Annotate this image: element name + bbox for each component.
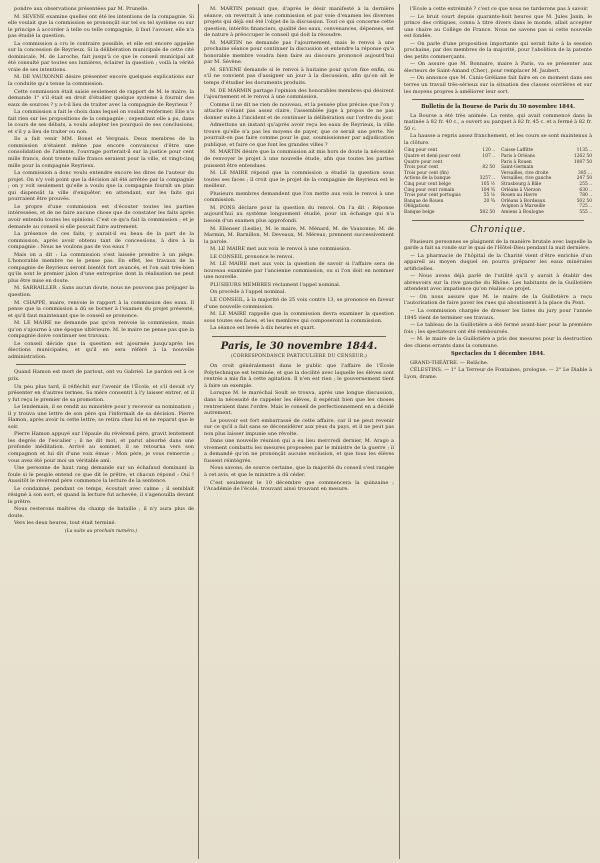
paragraph: M. MARTIN désire que la commission ait mis hors de doute la nécessité de renvoyer le projet à une nouvelle étude, afin que toutes les parties puissent être entendues. [204,149,394,169]
paragraph: La commission a donc voulu entendre encore les dires de l'auteur du projet. On n'y voit point que la décision ait été arrêtée par la compagnie ; on y voit seulement qu'elle a voulu que la compagnie fournît un plan qui dispensât la ville d'enquêter, en attendant, sur les faits qui pourraient être prouvés. [8,170,194,203]
bourse-table [404,148,592,215]
bourse-name: Cinq pour cent belge [404,181,451,187]
chronique-title: Chronique. [470,224,526,235]
paragraph: — M. le maire de la Guillotière a pris des mesures pour la destruction des chiens errants dans la commune. [404,336,592,349]
paragraph: — La pharmacie de l'hôpital de la Charité vient d'être enrichie d'un appareil au moyen duquel on pourra préparer les eaux minérales artificielles. [404,252,592,272]
paragraph: M. MARTIN pensait que, d'après le désir manifesté à la dernière séance, on reverrait à une commission et par voie d'examen les diverses projets qui déjà ont été l'objet de la discussion. Tout ce qui concerne cette question, intérêts financiers, qualité des eaux, convenances, dépenses, est de nature à préoccuper le conseil qui doit la résoudre. [204,6,394,39]
bourse-name: Paris à Rouen [501,159,532,165]
feuilleton-paragraph: Vers les deux heures, tout était terminé. [14,520,117,527]
paragraph: M. SEVENE demande si le renvoi à huitaine pour qu'on fixe enfin, ou s'il ne convient pas d'assigner un jour à la discussion, afin qu'on ait le temps d'étudier les documents produits. [204,66,394,87]
bourse-value: 385 ... [578,170,592,176]
paragraph: On procède à l'appel nominal. [210,289,287,296]
paragraph: Lorsque M. le maréchal Soult se trouva, après une longue discussion, dans la nécessité de rappeler les élèves, il espérait bien que les choses rentreraient dans l'ordre. Mais le conseil de perfectionnement en a décidé autrement. [204,390,394,417]
bourse-row [501,210,592,216]
section-divider [212,336,386,337]
feuilleton-paragraph: Nous resterons maîtres du champ de bataille ; il n'y aura plus de doute. [8,506,194,519]
paragraph: pondre aux observations présentées par M. Prunelle. [14,6,149,12]
paragraph: — La commission chargée de dresser les listes du jury pour l'année 1845 vient de terminer ses travaux. [404,307,592,321]
column-middle [204,6,394,857]
column-divider [198,4,199,859]
paragraph: Cette commission était saisie seulement de rapport de M. le maire, la demande 1° s'il était en droit d'étudier quelque système à fournir des eaux de sources ? y a-t-il lieu de traiter avec la compagnie de Reyrieux ? [8,88,194,108]
bourse-value: 502 50 [576,198,592,204]
bourse-value: 630 .. [579,187,592,193]
bourse-row [404,210,495,216]
section-divider [412,220,584,221]
paragraph: M. DE VAUXONNE désire présenter encore quelques explications sur la conduite qu'a tenue la commission. [8,74,194,88]
bourse-name: Caisse Laffitte [501,148,534,154]
bourse-value: 1135 .. [576,148,592,154]
bourse-value: 255 .. [579,181,592,187]
bourse-name: Banque de Rouen [404,198,444,204]
bourse-bulletin-title: Bulletin de la Bourse de Paris du 30 novembre 1844. [421,104,575,111]
bourse-name: Obligations [404,204,430,210]
bourse-value: 105 ½ [480,181,495,187]
paragraph: M. DE MARMIN partage l'opinion des honorables membres qui désirent l'ajournement et le renvoi à une commission. [204,87,394,101]
dateline-subheading: (CORRESPONDANCE PARTICULIÈRE DU CENSEUR.) [230,353,368,359]
paragraph: M. MARTIN ne demande pas l'ajournement, mais le renvoi à une prochaine séance pour continuer la discussion et entendre la réponse qu'a honorable membre voudra bien faire au discours prononcé aujourd'hui par M. Sévène. [204,39,394,66]
bourse-name: Paris à Orléans [501,153,535,159]
paragraph: LE CONSEIL prononce le renvoi. [210,253,294,260]
bourse-name: Orléans à Bordeaux [501,198,546,204]
bourse-value: 725 .. [579,204,592,210]
bourse-value: 120 .. [482,148,495,154]
paragraph: — Nous avons déjà parlé de l'utilité qu'il y aurait à établir des abreuvoirs sur la rive gauche du Rhône. Les habitants de la Guillotière attendent avec impatience qu'on réalise ce projet. [404,273,592,293]
continuation-note: (La suite au prochain numéro.) [64,529,138,535]
bourse-value: 780 .. [579,193,592,199]
paragraph: — On assure que M. Bonnaire, maire à Paris, va se présenter aux électeurs de Saint-Amand (Cher), pour remplacer M. Jaubert. [404,61,592,74]
paragraph: — Le bruit court depuis quarante-huit heures que M. Jules Janin, le prince des critiques, connu à titre divers dans le monde, allait accepter une chaire au Collège de France. Nous ne savons pas si cette nouvelle est fondée. [404,13,592,40]
bourse-name: Trois pour cent [404,165,439,171]
paragraph: La commission a cru le contraire possible, et elle est encore appelée sur la concession de Reyrieux. Si la délibération municipale de cette cité dominicale, M. de Laroche, fait jusqu'à ce que le conseil municipal ait été consulté par toutes ses lumières, éclairer la question ; voilà la vérité vraie de ses intentions. [8,40,194,73]
feuilleton-paragraph: Quand Hamon est mort de partout, ont vu Gabriel. Le pardon est à ce prix. [8,369,194,382]
bourse-value: 20 ¾ [483,198,495,204]
paragraph: Le pouvoir est fort embarrassé de cette affaire, car il ne peut revenir sur ce qu'il a fait sans se déconsidérer aux yeux du pays, et il ne peut pas non plus laisser impunie une révolte. [204,417,394,437]
paragraph: Admettons un instant qu'après avoir reçu les eaux de Reyrieux, la ville trouve qu'elle n'a pas les moyens de payer, que ce serait une perte. Ne pourrait-on pas faire comme pour le gaz, soumissionner par adjudication publique, et faire ce que font les grandes villes ? [204,122,394,148]
paragraph: M. LE MAIRE ne demande pas qu'on renvoie la commission, mais qu'on s'ajourne à une époque ultérieure. M. le maire ne pense pas que la compagnie doive continuer ses travaux. [8,320,194,340]
bourse-value: 555 .. [579,209,592,215]
paragraph: C'est seulement le 10 décembre que commencera la quinzaine ; l'Académie de l'école, trouvant ainsi trouvant en mesure. [204,479,394,493]
paragraph: LE CONSEIL, à la majorité de 25 voix contre 13, se prononce en faveur d'une nouvelle commission. [204,296,394,310]
spectacle-entry: CÉLESTINS. — 1° La Terreur de Fontaines, prologue. — 2° Le Diable à Lyon, drame. [404,367,592,380]
paragraph: La hausse a repris assez franchement, et les cours se sont maintenus à la clôture. [404,133,592,146]
paragraph: — On parle d'une proposition importante qui serait faite à la session prochaine, par des membres de la majorité, pour l'abolition de la patente des petits commerçants. [404,40,592,60]
paragraph: l'École a cette extrémité ? c'est ce que nous ne tarderons pas à savoir. [410,6,589,12]
bourse-name: Quatre et demi pour cent [404,153,461,159]
bourse-name: Amiens à Boulogne [501,209,544,215]
spectacles-title: Spectacles du 1 décembre 1844. [451,351,545,358]
paragraph: — Le tableau de la Guillotière a été fermé avant-hier pour la première fois ; les spectateurs ont été remboursés. [404,322,592,335]
bourse-value: 3257 .. [479,176,495,182]
feuilleton-paragraph: Pierre Hamon appuyé sur l'épaule du révérend père, gravit lentement les degrés de l'escalier ; il ne dit mot, et parut absorbé dans une profonde méditation. Arrivé au sommet, il se retourna vers son compagnon et lui dit d'une voix émue : Mon père, je vous remercie ; vous avez été pour moi un véritable ami. [8,431,194,464]
section-divider [412,99,584,100]
paragraph: PLUSIEURS MEMBRES réclament l'appel nominal. [210,281,341,288]
paragraph: M. SARRAILLER : Sans aucun doute, nous ne pouvons pas préjuger la question. [8,285,194,298]
bourse-name: Trois pour cent (fin) [404,170,449,176]
feuilleton-paragraph: Une personne de haut rang demande sur un échafaud dominant la foule si le peuple entend ce que dit le prêtre, et chacun répond : Oui ! Aussitôt le révérend père commence la lecture de la sentence. [8,465,194,485]
paragraph: — On nous assure que M. le maire de la Guillotière a reçu l'autorisation de faire paver les rues qui aboutissent à la place du Pont. [404,293,592,307]
bourse-value: 82 50 [482,165,495,171]
paragraph: Ils a fait venir MM. Bonet et Vergnais. Deux membres de la commission n'étaient même pas encore convaincus d'être une consolidation de l'attente, l'ouvrage porterait-il sur la justice pour cent mille francs, dont trente mille francs seraient pour la ville, et vingt-cinq mille pour la compagnie Reyrieux. [8,136,194,169]
paragraph: Le conseil décide que la question est ajournée jusqu'après les élections municipales, et qu'il en sera référé à la nouvelle administration. [8,340,194,360]
bourse-table-right [501,148,592,215]
paragraph: Plusieurs membres demandent que l'on mette aux voix le renvoi à une commission. [204,190,394,204]
paragraph: M. SEVENE examine quelles ont été les intentions de la compagnie. Si elle voulait que la commission se prononçât sur tel ou tel système ou sur le principe à accorder à telle ou telle compagnie, il faut l'avouer, elle n'a pas étudié la question. [8,13,194,40]
paragraph: M. Ellenser (Leslie), M. le maire, M. Ménard, M. de Vauxonne, M. de Marmin, M. Barnillon, M. Deveaux, M. Méreux, prennent successivement la parole. [204,225,394,245]
column-left [8,6,194,857]
bourse-name: Versailles, rive droite [501,170,549,176]
bourse-table-left [404,148,495,215]
paragraph: La séance est levée à dix heures et quart. [210,325,316,332]
paragraph: M. LE MAIRE rappelle que la commission devra examiner la question sous toutes ses faces, et les membres qui composeront la commission. [204,311,394,324]
paragraph: La présence de ces faits, y aurait-il eu beau de la part de la commission, après avoir obtenu tant de concessions, à dire à la compagnie : Nous ne voulons pas de vos eaux ? [8,231,194,251]
bourse-name: Rouen au Havre [501,193,538,199]
paragraph: M. LE MAIRE met aux voix la question de savoir si l'affaire sera de nouveau examinée par l'ancienne commission, ou si l'on doit en nommer une nouvelle. [204,261,394,281]
paragraph: M. LE MAIRE répond que la commission a étudié la question sous toutes ses faces ; il croit que le projet de la compagnie de Reyrieux est le meilleur. [204,170,394,190]
bourse-name: Quatre pour cent [404,159,443,165]
paragraph: Dans une nouvelle réunion qui a eu lieu mercredi dernier, M. Arago a vivement combattu les mesures proposées par le ministre de la guerre ; il a demandé qu'on ne prononçât aucune exclusion, et que tous les élèves fussent réintégrés. [204,438,394,464]
column-right [404,6,592,857]
paragraph: La commission a fait le choix dans lequel on voulait renfermer. Elle n'a fait rien sur les propositions de la compagnie ; cependant elle a pu, dans le cours de ses débats, a voulu adopter les pourquoi de ses conclusions, et s'il y a lieu de traiter ou non. [8,109,194,135]
paragraph: Comme il ne dit ne rien de nouveau, et la pensée plus précise que l'on y attache n'étant pas assez claire, l'assemblée juge à propos de ne pas donner suite à l'incident et de continuer la délibération sur l'ordre du jour. [204,101,394,121]
bourse-name: Saint-Germain [501,165,534,171]
paragraph: M. CHAPPÉ, maire, renvoie le rapport à la commission des eaux. Il pense que la commission a dû se borner à l'examen du projet présenté, et qu'il faut maintenant que le conseil se prononce. [8,299,194,319]
bourse-name: Banque belge [404,209,435,215]
bourse-name: Cinq pour cent romain [404,187,455,193]
column-divider [399,4,400,859]
bourse-value: 247 50 [576,176,592,182]
section-divider [16,364,186,365]
paragraph: Le propre d'une commission est d'écouter toutes les parties intéressées, et de ne faire aucune chose que de constater les faits après avoir entendu toutes les opinions. C'est ce qu'a fait la commission ; et je demande au conseil si elle pouvait faire autrement. [8,203,194,230]
paragraph: Nous savons, de source certaine, que la majorité du conseil s'est rangée à cet avis, et que le ministre a dû céder. [204,465,394,478]
bourse-name: Strasbourg à Bâle [501,181,542,187]
paragraph: On croit généralement dans le public que l'affaire de l'École Polytechnique est terminée, et que la docilité avec laquelle les élèves sont rentrés a mis fin à cette agitation. Il n'en est rien ; le gouvernement tient à faire un exemple. [204,363,394,389]
bourse-value: 1262 50 [573,153,592,159]
paragraph: La Bourse a été très animée. La rente, qui avait commencé dans la matinée à 82 fr. 40 c., a ouvert au parquet à 82 fr. 45 c. et a fermé à 82 fr. 50 c. [404,112,592,132]
bourse-name: Orléans à Vierzon [501,187,541,193]
bourse-name: Actions de la banque [404,176,451,182]
paragraph: M. PONS déclare pour la question du renvoi. On l'a dit : Réponse aujourd'hui au système longuement étudié, pour un échange qui n'a besoin d'un examen plus approfondi. [204,204,394,224]
bourse-name: Avignon à Marseille [501,204,546,210]
dateline-heading: Paris, le 30 novembre 1844. [220,340,378,352]
paragraph: — On annonce que M. Canis-Gréliane fait faire en ce moment dans ses terres un travail très-sérieux sur la situation des classes ouvrières et sur les moyens propres à améliorer leur sort. [404,75,592,95]
spectacle-entry: GRAND-THÉÂTRE. — Relâche. [410,359,489,366]
feuilleton-paragraph: Un peu plus tard, il réfléchit sur l'avenir de l'École, et s'il devait s'y présenter en d'autres termes. Sa mère consentit à l'y laisser entrer, et il y fut reçu le premier de sa promotion. [8,383,194,403]
bourse-name: Trois pour cent portugais [404,193,461,199]
bourse-value: 1087 50 [573,159,592,165]
bourse-value: 104 ¾ [480,187,495,193]
feuilleton-paragraph: Le condamné, pendant ce temps, écoutait avec calme ; il semblait résigné à son sort, et quand la lecture fut achevée, il s'agenouilla devant le prêtre. [8,485,194,505]
bourse-value: 107 .. [482,153,495,159]
paragraph: Plusieurs personnes se plaignent de la manière brutale avec laquelle la garde a fait sa ronde sur le quai de l'Hôtel-Dieu pendant la nuit dernière. [404,238,592,252]
feuilleton-paragraph: Le lendemain, il se rendit au ministère pour y recevoir sa nomination ; il y trouva une lettre de son père qui l'informait de sa décision. Pierre Hamon, après avoir lu cette lettre, se retira chez lui et ne reparut que le soir. [8,404,194,430]
bourse-name: Cinq pour cent [404,148,438,154]
paragraph: M. LE MAIRE met aux voix le renvoi à une commission. [210,246,352,253]
bourse-value: 582 50 [479,209,495,215]
bourse-name: Versailles, rive gauche [501,176,552,182]
bourse-value: 55 ⅛ [483,193,495,199]
paragraph: Mais on a dit : La commission s'est laissée prendre à un piège. L'honorable membre ne le pense pas. En effet, les travaux de la compagnie de Reyrieux seront bientôt fort avancés, et l'on sait très-bien qu'ils sont le premier jalon d'une entreprise dont la réalisation ne peut plus être mise en doute. [8,251,194,284]
